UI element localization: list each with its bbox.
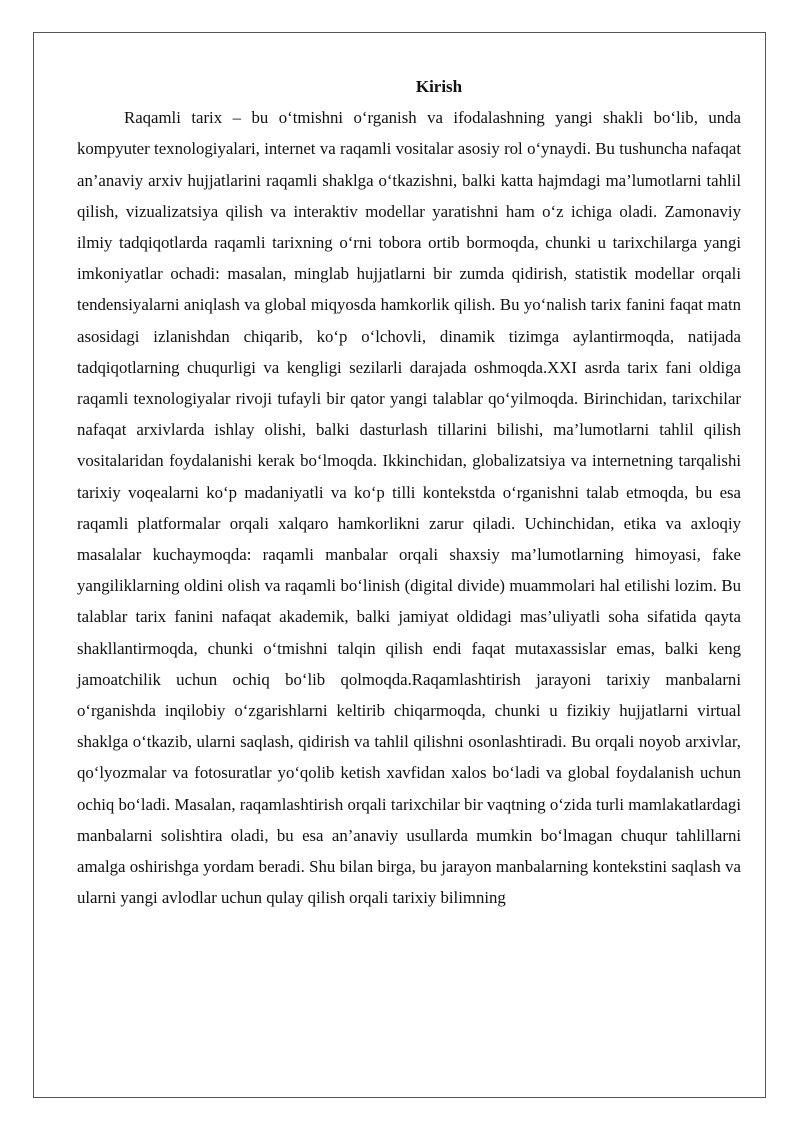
document-body bbox=[77, 71, 741, 913]
section-title: Kirish bbox=[415, 77, 463, 96]
body-paragraph: Raqamli tarix – bu o‘tmishni o‘rganish va ifodalashning yangi shakli bo‘lib, unda kompyuter texnologiyalari, internet va raqamli vositalar asosiy rol o‘ynaydi. Bu tushuncha nafaqat an’anaviy arxiv hujjatlarini raqamli shaklga o‘tkazishni, balki katta hajmdagi ma’lumotlarni tahlil qilish, vizualizatsiya qilish va interaktiv modellar yaratishni ham o‘z ichiga oladi. Zamonaviy ilmiy tadqiqotlarda raqamli tarixning o‘rni tobora ortib bormoqda, chunki u tarixchilarga yangi imkoniyatlar ochadi: masalan, minglab hujjatlarni bir zumda qidirish, statistik modellar orqali tendensiyalarni aniqlash va global miqyosda hamkorlik qilish. Bu yo‘nalish tarix fanini faqat matn asosidagi izlanishdan chiqarib, ko‘p o‘lchovli, dinamik tizimga aylantirmoqda, natijada tadqiqotlarning chuqurligi va kengligi sezilarli darajada oshmoqda.XXI asrda tarix fani oldiga raqamli texnologiyalar rivoji tufayli bir qator yangi talablar qo‘yilmoqda. Birinchidan, tarixchilar nafaqat arxivlarda ishlay olishi, balki dasturlash tillarini bilishi, ma’lumotlarni tahlil qilish vositalaridan foydalanishi kerak bo‘lmoqda. Ikkinchidan, globalizatsiya va internetning tarqalishi tarixiy voqealarni ko‘p madaniyatli va ko‘p tilli kontekstda o‘rganishni talab etmoqda, bu esa raqamli platformalar orqali xalqaro hamkorlikni zarur qiladi. Uchinchidan, etika va axloqiy masalalar kuchaymoqda: raqamli manbalar orqali shaxsiy ma’lumotlarning himoyasi, fake yangiliklarning oldini olish va raqamli bo‘linish (digital divide) muammolari hal etilishi lozim. Bu talablar tarix fanini nafaqat akademik, balki jamiyat oldidagi mas’uliyatli soha sifatida qayta shakllantirmoqda, chunki o‘tmishni talqin qilish endi faqat mutaxassislar emas, balki keng jamoatchilik uchun ochiq bo‘lib qolmoqda.Raqamlashtirish jarayoni tarixiy manbalarni o‘rganishda inqilobiy o‘zgarishlarni keltirib chiqarmoqda, chunki u fizikiy hujjatlarni virtual shaklga o‘tkazib, ularni saqlash, qidirish va tahlil qilishni osonlashtiradi. Bu orqali noyob arxivlar, qo‘lyozmalar va fotosuratlar yo‘qolib ketish xavfidan xalos bo‘ladi va global foydalanish uchun ochiq bo‘ladi. Masalan, raqamlashtirish orqali tarixchilar bir vaqtning o‘zida turli mamlakatlardagi manbalarni solishtira oladi, bu esa an’anaviy usullarda mumkin bo‘lmagan chuqur tahlillarni amalga oshirishga yordam beradi. Shu bilan birga, bu jarayon manbalarning kontekstini saqlash va ularni yangi avlodlar uchun qulay qilish orqali tarixiy bilimning bbox=[77, 108, 741, 908]
